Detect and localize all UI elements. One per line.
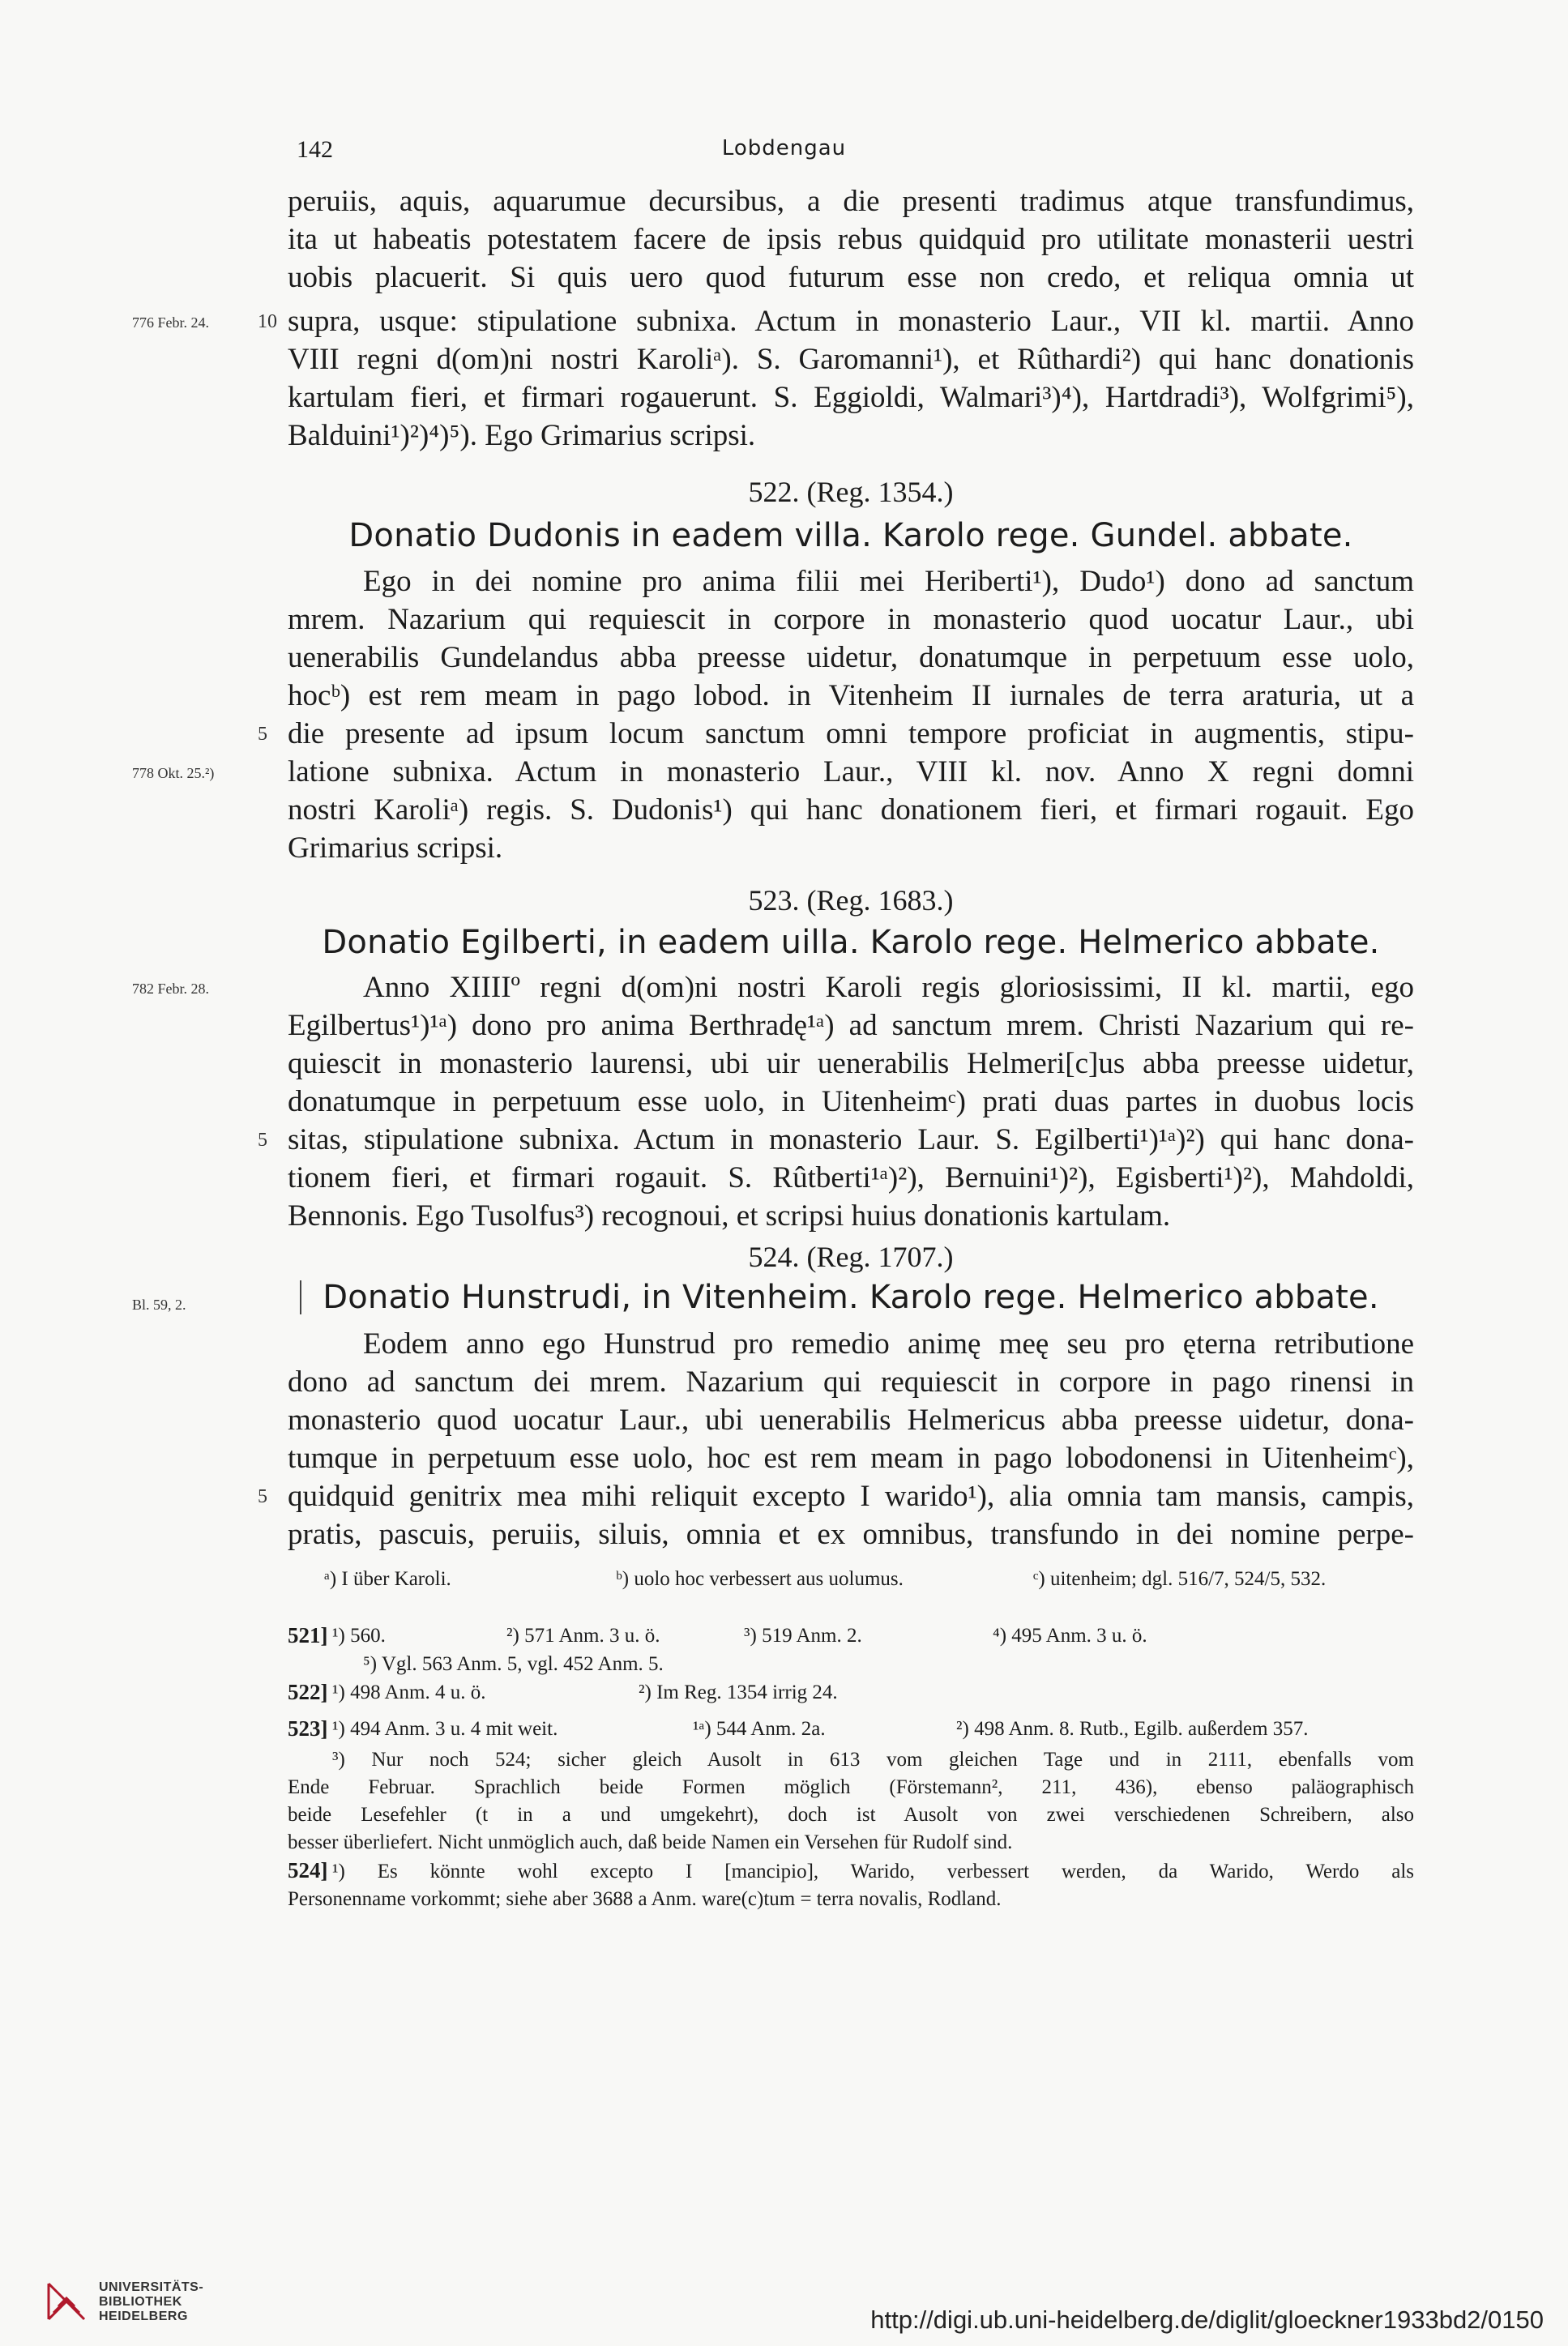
text-line: supra, usque: stipulatione subnixa. Actum in monasterio Laur., VII kl. martii. Anno	[288, 305, 1414, 338]
page-number: 142	[297, 136, 333, 163]
note-label: 524]	[288, 1858, 328, 1882]
charter-number: 524. (Reg. 1707.)	[748, 1241, 954, 1273]
source-url-link[interactable]: http://digi.ub.uni-heidelberg.de/diglit/gloeckner1933bd2/0150	[870, 2305, 1544, 2334]
text-line: uenerabilis Gundelandus abba preesse uidetur, donatumque in perpetuum esse uolo,	[288, 641, 1414, 674]
footnote-c: ᶜ) uitenheim; dgl. 516/7, 524/5, 532.	[1033, 1568, 1327, 1590]
text-line: Egilbertus¹)¹ᵃ) dono pro anima Berthradę¹ᵃ) ad sanctum mrem. Christi Nazarium qui re-	[288, 1009, 1414, 1042]
footnote-a: ᵃ) I über Karoli.	[324, 1568, 451, 1590]
text-line: Ego in dei nomine pro anima filii mei Heriberti¹), Dudo¹) dono ad sanctum	[363, 565, 1414, 598]
note-item: ²) 571 Anm. 3 u. ö.	[506, 1625, 660, 1647]
text-line: peruiis, aquis, aquarumue decursibus, a die presenti tradimus atque transfundimus,	[288, 185, 1414, 218]
note-item: ³) 519 Anm. 2.	[744, 1625, 862, 1647]
margin-date: 782 Febr. 28.	[132, 981, 210, 997]
note-item: ¹) 560.	[332, 1625, 386, 1647]
text-line: nostri Karoliᵃ) regis. S. Dudonis¹) qui hanc donationem fieri, et firmari rogauit. Ego	[288, 793, 1414, 827]
text-line: die presente ad ipsum locum sanctum omni tempore proficiat in augmentis, stipu-	[288, 717, 1414, 750]
note-line: Ende Februar. Sprachlich beide Formen möglich (Förstemann², 211, 436), ebenso paläographisch	[288, 1776, 1414, 1798]
text-line: tumque in perpetuum esse uolo, hoc est rem meam in pago lobodonensi in Uitenheimᶜ),	[288, 1442, 1414, 1475]
text-line: ita ut habeatis potestatem facere de ipsis rebus quidquid pro utilitate monasterii uestri	[288, 223, 1414, 256]
note-item: ⁴) 495 Anm. 3 u. ö.	[993, 1625, 1147, 1647]
note-item: ²) 498 Anm. 8. Rutb., Egilb. außerdem 357.	[956, 1718, 1309, 1740]
text-line: monasterio quod uocatur Laur., ubi uenerabilis Helmericus abba preesse uidetur, dona-	[288, 1404, 1414, 1437]
margin-date: 778 Okt. 25.²)	[132, 765, 215, 781]
note-line: ¹) Es könnte wohl excepto I [mancipio], Warido, verbessert werden, da Warido, Werdo als	[332, 1861, 1414, 1882]
charter-number: 522. (Reg. 1354.)	[748, 476, 954, 508]
text-line: sitas, stipulatione subnixa. Actum in monasterio Laur. S. Egilberti¹)¹ᵃ)²) qui hanc dona-	[288, 1123, 1414, 1156]
text-line: donatumque in perpetuum esse uolo, in Uitenheimᶜ) prati duas partes in duobus locis	[288, 1085, 1414, 1118]
running-title: Lobdengau	[721, 136, 847, 160]
charter-title: Donatio Dudonis in eadem villa. Karolo rege. Gundel. abbate.	[348, 517, 1353, 554]
text-line: dono ad sanctum dei mrem. Nazarium qui requiescit in corpore in pago rinensi in	[288, 1365, 1414, 1399]
text-line: latione subnixa. Actum in monasterio Laur., VIII kl. nov. Anno X regni domni	[288, 755, 1414, 788]
line-number: 10	[258, 311, 277, 332]
text-line: hocᵇ) est rem meam in pago lobod. in Vitenheim II iurnales de terra araturia, ut a	[288, 679, 1414, 712]
charter-title: Donatio Hunstrudi, in Vitenheim. Karolo rege. Helmerico abbate.	[323, 1279, 1379, 1316]
text-line: Bennonis. Ego Tusolfus³) recognoui, et scripsi huius donationis kartulam.	[288, 1199, 1171, 1233]
text-line: Balduini¹)²)⁴)⁵). Ego Grimarius scripsi.	[288, 419, 756, 452]
text-line: Anno XIIIIº regni d(om)ni nostri Karoli regis gloriosissimi, II kl. martii, ego	[363, 971, 1414, 1004]
text-line: tionem fieri, et firmari rogauit. S. Rûtberti¹ᵃ)²), Bernuini¹)²), Egisberti¹)²), Mahdoldi,	[288, 1161, 1414, 1194]
text-line: pratis, pascuis, peruiis, siluis, omnia et ex omnibus, transfundo in dei nomine perpe-	[288, 1518, 1414, 1551]
note-line: besser überliefert. Nicht unmöglich auch, daß beide Namen ein Versehen für Rudolf sind.	[288, 1831, 1013, 1853]
footnote-b: ᵇ) uolo hoc verbessert aus uolumus.	[616, 1568, 904, 1590]
note-line: Personenname vorkommt; siehe aber 3688 a Anm. ware(c)tum = terra novalis, Rodland.	[288, 1888, 1002, 1910]
text-line: Grimarius scripsi.	[288, 831, 503, 865]
margin-date: 776 Febr. 24.	[132, 314, 210, 331]
charter-number: 523. (Reg. 1683.)	[748, 884, 954, 917]
note-line: ³) Nur noch 524; sicher gleich Ausolt in 613 vom gleichen Tage und in 2111, ebenfalls vom	[332, 1749, 1414, 1771]
note-label: 521]	[288, 1623, 328, 1647]
text-line: VIII regni d(om)ni nostri Karoliᵃ). S. Garomanni¹), et Rûthardi²) qui hanc donationis	[288, 343, 1414, 376]
note-item: ¹ᵃ) 544 Anm. 2a.	[693, 1718, 826, 1740]
note-item: ¹) 494 Anm. 3 u. 4 mit weit.	[332, 1718, 558, 1740]
note-label: 522]	[288, 1680, 328, 1704]
text-line: quidquid genitrix mea mihi reliquit excepto I warido¹), alia omnia tam mansis, campis,	[288, 1480, 1414, 1513]
text-line: kartulam fieri, et firmari rogauerunt. S. Eggioldi, Walmari³)⁴), Hartdradi³), Wolfgrimi⁵),	[288, 381, 1414, 414]
text-line: mrem. Nazarium qui requiescit in corpore in monasterio quod uocatur Laur., ubi	[288, 603, 1414, 636]
margin-folio: Bl. 59, 2.	[132, 1297, 186, 1313]
library-name: UNIVERSITÄTS- BIBLIOTHEK HEIDELBERG	[99, 2280, 204, 2323]
text-line: uobis placuerit. Si quis uero quod futurum esse non credo, et reliqua omnia ut	[288, 261, 1414, 294]
note-label: 523]	[288, 1716, 328, 1741]
note-line: beide Lesefehler (t in a und umgekehrt), doch ist Ausolt von zwei verschiedenen Schreibern, also	[288, 1804, 1414, 1826]
note-item: ⁵) Vgl. 563 Anm. 5, vgl. 452 Anm. 5.	[363, 1653, 664, 1675]
line-number: 5	[258, 724, 267, 745]
line-number: 5	[258, 1130, 267, 1151]
line-number: 5	[258, 1486, 267, 1507]
text-line: quiescit in monasterio laurensi, ubi uir uenerabilis Helmeri[c]us abba preesse uidetur,	[288, 1047, 1414, 1080]
note-item: ¹) 498 Anm. 4 u. ö.	[332, 1682, 486, 1703]
university-library-logo-icon	[42, 2277, 91, 2326]
text-line: Eodem anno ego Hunstrud pro remedio animę meę seu pro ęterna retributione	[363, 1327, 1414, 1361]
charter-title: Donatio Egilberti, in eadem uilla. Karolo rege. Helmerico abbate.	[322, 924, 1380, 961]
note-item: ²) Im Reg. 1354 irrig 24.	[639, 1682, 838, 1703]
